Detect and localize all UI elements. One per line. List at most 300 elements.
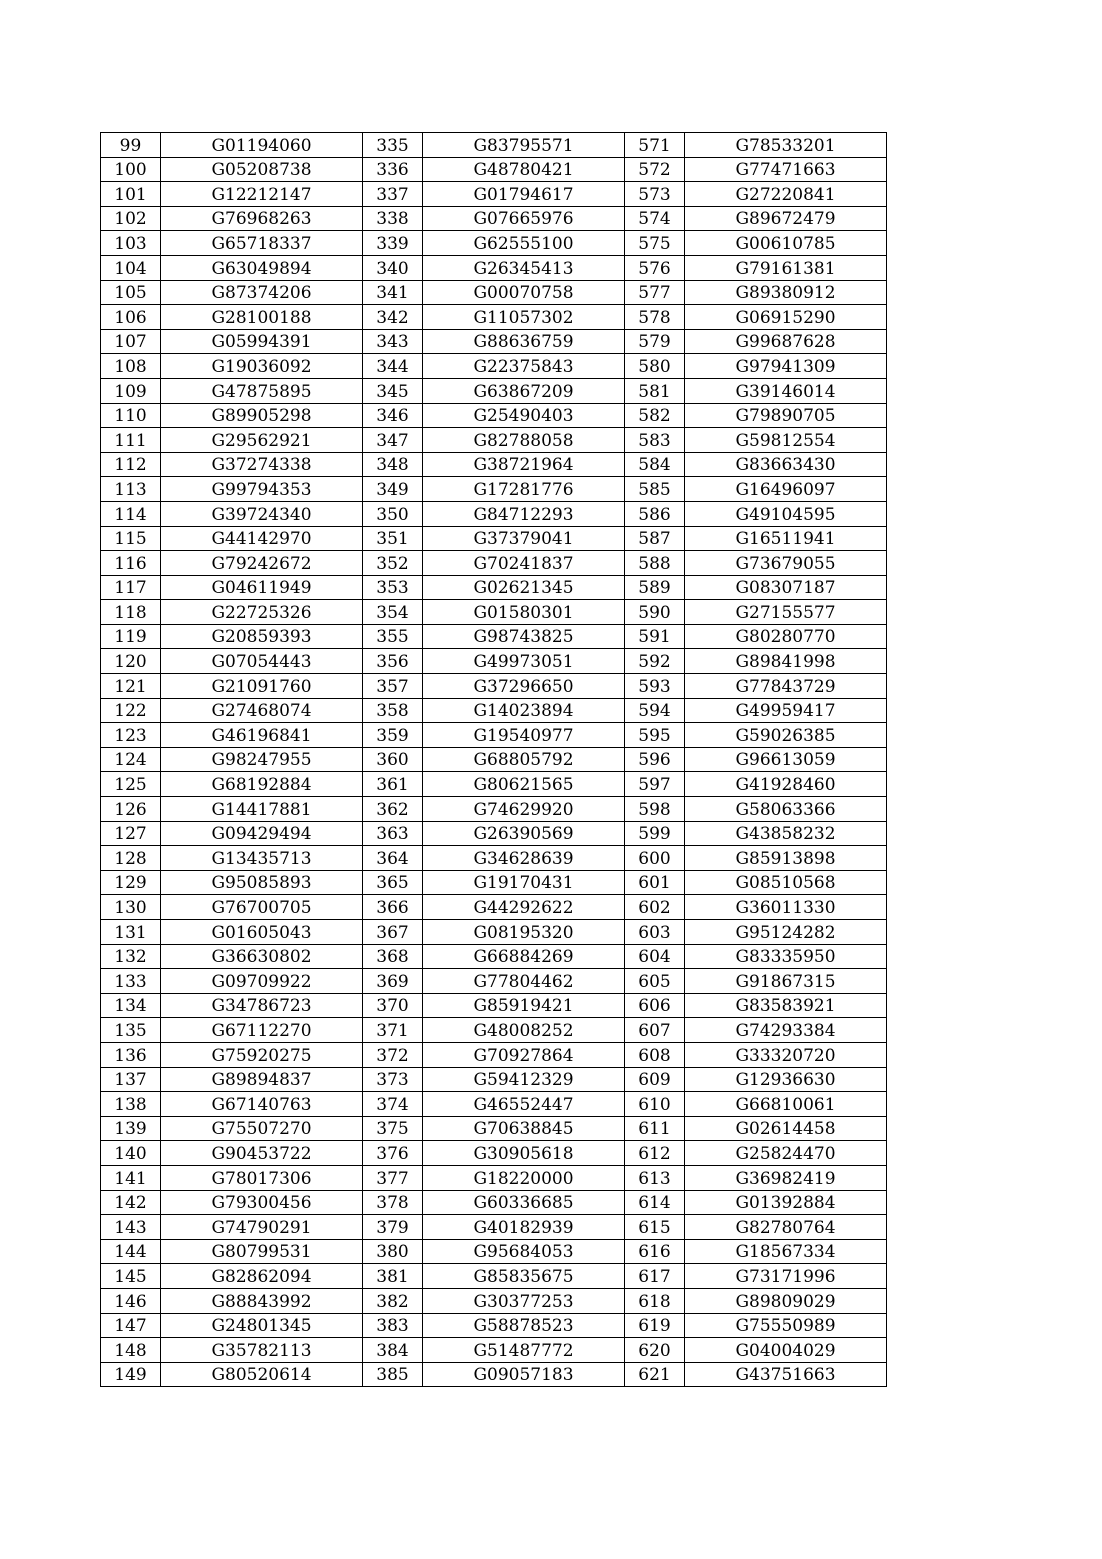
code-cell: G34628639: [423, 846, 625, 871]
seq-cell: 585: [625, 477, 685, 502]
seq-cell: 366: [363, 895, 423, 920]
code-cell: G29562921: [161, 428, 363, 453]
code-cell: G37296650: [423, 674, 625, 699]
code-cell: G01605043: [161, 920, 363, 945]
code-cell: G07054443: [161, 649, 363, 674]
code-cell: G25490403: [423, 403, 625, 428]
seq-cell: 104: [101, 255, 161, 280]
code-cell: G80520614: [161, 1362, 363, 1387]
code-cell: G67112270: [161, 1018, 363, 1043]
code-cell: G01194060: [161, 133, 363, 158]
seq-cell: 607: [625, 1018, 685, 1043]
code-cell: G12936630: [685, 1067, 887, 1092]
seq-cell: 130: [101, 895, 161, 920]
code-cell: G89841998: [685, 649, 887, 674]
seq-cell: 118: [101, 600, 161, 625]
code-cell: G43858232: [685, 821, 887, 846]
code-cell: G89672479: [685, 206, 887, 231]
seq-cell: 612: [625, 1141, 685, 1166]
code-cell: G99687628: [685, 329, 887, 354]
code-cell: G83335950: [685, 944, 887, 969]
seq-cell: 593: [625, 674, 685, 699]
seq-cell: 582: [625, 403, 685, 428]
code-cell: G89905298: [161, 403, 363, 428]
code-cell: G09429494: [161, 821, 363, 846]
code-cell: G21091760: [161, 674, 363, 699]
table-body: [101, 133, 887, 1387]
seq-cell: 617: [625, 1264, 685, 1289]
seq-cell: 140: [101, 1141, 161, 1166]
seq-cell: 597: [625, 772, 685, 797]
seq-cell: 614: [625, 1190, 685, 1215]
table-row: [101, 1116, 887, 1141]
seq-cell: 109: [101, 378, 161, 403]
code-cell: G35782113: [161, 1338, 363, 1363]
code-cell: G95124282: [685, 920, 887, 945]
seq-cell: 591: [625, 624, 685, 649]
table-row: [101, 600, 887, 625]
code-cell: G76968263: [161, 206, 363, 231]
seq-cell: 335: [363, 133, 423, 158]
table-row: [101, 1338, 887, 1363]
code-cell: G04611949: [161, 575, 363, 600]
code-cell: G80280770: [685, 624, 887, 649]
code-cell: G77471663: [685, 157, 887, 182]
table-row: [101, 182, 887, 207]
table-row: [101, 1239, 887, 1264]
seq-cell: 106: [101, 305, 161, 330]
code-cell: G85919421: [423, 993, 625, 1018]
table-row: [101, 403, 887, 428]
seq-cell: 350: [363, 501, 423, 526]
code-cell: G28100188: [161, 305, 363, 330]
table-row: [101, 772, 887, 797]
seq-cell: 365: [363, 870, 423, 895]
seq-cell: 594: [625, 698, 685, 723]
code-cell: G05994391: [161, 329, 363, 354]
code-cell: G30377253: [423, 1288, 625, 1313]
table-row: [101, 428, 887, 453]
seq-cell: 103: [101, 231, 161, 256]
seq-cell: 360: [363, 747, 423, 772]
code-cell: G30905618: [423, 1141, 625, 1166]
seq-cell: 571: [625, 133, 685, 158]
table-row: [101, 624, 887, 649]
seq-cell: 589: [625, 575, 685, 600]
code-cell: G75550989: [685, 1313, 887, 1338]
code-cell: G83583921: [685, 993, 887, 1018]
seq-cell: 377: [363, 1165, 423, 1190]
seq-cell: 353: [363, 575, 423, 600]
table-row: [101, 1141, 887, 1166]
code-cell: G70927864: [423, 1042, 625, 1067]
code-cell: G80799531: [161, 1239, 363, 1264]
code-cell: G04004029: [685, 1338, 887, 1363]
table-row: [101, 969, 887, 994]
seq-cell: 102: [101, 206, 161, 231]
seq-cell: 574: [625, 206, 685, 231]
table-row: [101, 993, 887, 1018]
seq-cell: 620: [625, 1338, 685, 1363]
seq-cell: 604: [625, 944, 685, 969]
seq-cell: 351: [363, 526, 423, 551]
seq-cell: 361: [363, 772, 423, 797]
seq-cell: 108: [101, 354, 161, 379]
code-cell: G59412329: [423, 1067, 625, 1092]
code-cell: G13435713: [161, 846, 363, 871]
code-cell: G27155577: [685, 600, 887, 625]
seq-cell: 135: [101, 1018, 161, 1043]
code-cell: G89809029: [685, 1288, 887, 1313]
code-cell: G75920275: [161, 1042, 363, 1067]
table-row: [101, 452, 887, 477]
id-number-table: [100, 132, 887, 1387]
code-cell: G44292622: [423, 895, 625, 920]
code-cell: G66810061: [685, 1092, 887, 1117]
table-row: [101, 501, 887, 526]
seq-cell: 126: [101, 797, 161, 822]
seq-cell: 131: [101, 920, 161, 945]
seq-cell: 112: [101, 452, 161, 477]
table-row: [101, 1092, 887, 1117]
code-cell: G24801345: [161, 1313, 363, 1338]
code-cell: G79242672: [161, 551, 363, 576]
seq-cell: 137: [101, 1067, 161, 1092]
seq-cell: 117: [101, 575, 161, 600]
code-cell: G27220841: [685, 182, 887, 207]
code-cell: G19170431: [423, 870, 625, 895]
table-row: [101, 1042, 887, 1067]
seq-cell: 337: [363, 182, 423, 207]
seq-cell: 380: [363, 1239, 423, 1264]
seq-cell: 145: [101, 1264, 161, 1289]
seq-cell: 602: [625, 895, 685, 920]
seq-cell: 363: [363, 821, 423, 846]
code-cell: G36011330: [685, 895, 887, 920]
seq-cell: 99: [101, 133, 161, 158]
seq-cell: 356: [363, 649, 423, 674]
seq-cell: 606: [625, 993, 685, 1018]
seq-cell: 608: [625, 1042, 685, 1067]
code-cell: G82788058: [423, 428, 625, 453]
seq-cell: 381: [363, 1264, 423, 1289]
seq-cell: 373: [363, 1067, 423, 1092]
code-cell: G58878523: [423, 1313, 625, 1338]
table-row: [101, 895, 887, 920]
seq-cell: 382: [363, 1288, 423, 1313]
seq-cell: 577: [625, 280, 685, 305]
code-cell: G01392884: [685, 1190, 887, 1215]
seq-cell: 370: [363, 993, 423, 1018]
code-cell: G02621345: [423, 575, 625, 600]
seq-cell: 142: [101, 1190, 161, 1215]
code-cell: G48780421: [423, 157, 625, 182]
seq-cell: 601: [625, 870, 685, 895]
table-row: [101, 231, 887, 256]
code-cell: G70638845: [423, 1116, 625, 1141]
code-cell: G87374206: [161, 280, 363, 305]
table-row: [101, 920, 887, 945]
code-cell: G58063366: [685, 797, 887, 822]
seq-cell: 368: [363, 944, 423, 969]
seq-cell: 587: [625, 526, 685, 551]
seq-cell: 121: [101, 674, 161, 699]
code-cell: G06915290: [685, 305, 887, 330]
seq-cell: 355: [363, 624, 423, 649]
code-cell: G88843992: [161, 1288, 363, 1313]
code-cell: G65718337: [161, 231, 363, 256]
code-cell: G73171996: [685, 1264, 887, 1289]
code-cell: G95085893: [161, 870, 363, 895]
code-cell: G49104595: [685, 501, 887, 526]
seq-cell: 342: [363, 305, 423, 330]
code-cell: G85913898: [685, 846, 887, 871]
seq-cell: 603: [625, 920, 685, 945]
seq-cell: 120: [101, 649, 161, 674]
table-row: [101, 280, 887, 305]
table-row: [101, 255, 887, 280]
seq-cell: 592: [625, 649, 685, 674]
code-cell: G78017306: [161, 1165, 363, 1190]
code-cell: G77843729: [685, 674, 887, 699]
code-cell: G88636759: [423, 329, 625, 354]
code-cell: G00070758: [423, 280, 625, 305]
code-cell: G16511941: [685, 526, 887, 551]
seq-cell: 616: [625, 1239, 685, 1264]
code-cell: G07665976: [423, 206, 625, 231]
table-row: [101, 698, 887, 723]
code-cell: G14023894: [423, 698, 625, 723]
table-row: [101, 1165, 887, 1190]
code-cell: G26345413: [423, 255, 625, 280]
seq-cell: 344: [363, 354, 423, 379]
seq-cell: 615: [625, 1215, 685, 1240]
seq-cell: 378: [363, 1190, 423, 1215]
code-cell: G37274338: [161, 452, 363, 477]
code-cell: G80621565: [423, 772, 625, 797]
seq-cell: 374: [363, 1092, 423, 1117]
seq-cell: 354: [363, 600, 423, 625]
seq-cell: 372: [363, 1042, 423, 1067]
code-cell: G40182939: [423, 1215, 625, 1240]
code-cell: G14417881: [161, 797, 363, 822]
seq-cell: 613: [625, 1165, 685, 1190]
code-cell: G66884269: [423, 944, 625, 969]
table-row: [101, 551, 887, 576]
code-cell: G98247955: [161, 747, 363, 772]
seq-cell: 136: [101, 1042, 161, 1067]
seq-cell: 618: [625, 1288, 685, 1313]
table-row: [101, 206, 887, 231]
code-cell: G77804462: [423, 969, 625, 994]
seq-cell: 583: [625, 428, 685, 453]
seq-cell: 336: [363, 157, 423, 182]
code-cell: G91867315: [685, 969, 887, 994]
table-row: [101, 723, 887, 748]
seq-cell: 125: [101, 772, 161, 797]
seq-cell: 105: [101, 280, 161, 305]
code-cell: G95684053: [423, 1239, 625, 1264]
code-cell: G83663430: [685, 452, 887, 477]
code-cell: G37379041: [423, 526, 625, 551]
seq-cell: 581: [625, 378, 685, 403]
seq-cell: 132: [101, 944, 161, 969]
code-cell: G89380912: [685, 280, 887, 305]
code-cell: G44142970: [161, 526, 363, 551]
seq-cell: 123: [101, 723, 161, 748]
code-cell: G67140763: [161, 1092, 363, 1117]
seq-cell: 341: [363, 280, 423, 305]
seq-cell: 113: [101, 477, 161, 502]
table-row: [101, 329, 887, 354]
seq-cell: 147: [101, 1313, 161, 1338]
code-cell: G85835675: [423, 1264, 625, 1289]
seq-cell: 345: [363, 378, 423, 403]
table-row: [101, 649, 887, 674]
code-cell: G90453722: [161, 1141, 363, 1166]
seq-cell: 576: [625, 255, 685, 280]
table-row: [101, 1018, 887, 1043]
code-cell: G25824470: [685, 1141, 887, 1166]
code-cell: G99794353: [161, 477, 363, 502]
seq-cell: 586: [625, 501, 685, 526]
table-row: [101, 674, 887, 699]
code-cell: G17281776: [423, 477, 625, 502]
code-cell: G79161381: [685, 255, 887, 280]
code-cell: G73679055: [685, 551, 887, 576]
code-cell: G00610785: [685, 231, 887, 256]
seq-cell: 338: [363, 206, 423, 231]
table-row: [101, 378, 887, 403]
code-cell: G19036092: [161, 354, 363, 379]
seq-cell: 343: [363, 329, 423, 354]
seq-cell: 575: [625, 231, 685, 256]
seq-cell: 383: [363, 1313, 423, 1338]
table-row: [101, 1215, 887, 1240]
seq-cell: 599: [625, 821, 685, 846]
code-cell: G16496097: [685, 477, 887, 502]
seq-cell: 127: [101, 821, 161, 846]
code-cell: G68805792: [423, 747, 625, 772]
seq-cell: 134: [101, 993, 161, 1018]
code-cell: G05208738: [161, 157, 363, 182]
seq-cell: 605: [625, 969, 685, 994]
code-cell: G08195320: [423, 920, 625, 945]
code-cell: G47875895: [161, 378, 363, 403]
code-cell: G74790291: [161, 1215, 363, 1240]
table-row: [101, 157, 887, 182]
seq-cell: 573: [625, 182, 685, 207]
code-cell: G34786723: [161, 993, 363, 1018]
code-cell: G01580301: [423, 600, 625, 625]
code-cell: G09709922: [161, 969, 363, 994]
seq-cell: 148: [101, 1338, 161, 1363]
seq-cell: 359: [363, 723, 423, 748]
table-row: [101, 1362, 887, 1387]
seq-cell: 138: [101, 1092, 161, 1117]
table-row: [101, 1190, 887, 1215]
seq-cell: 141: [101, 1165, 161, 1190]
seq-cell: 146: [101, 1288, 161, 1313]
table-row: [101, 1067, 887, 1092]
seq-cell: 346: [363, 403, 423, 428]
code-cell: G60336685: [423, 1190, 625, 1215]
table-row: [101, 133, 887, 158]
code-cell: G36982419: [685, 1165, 887, 1190]
code-cell: G51487772: [423, 1338, 625, 1363]
table-row: [101, 1264, 887, 1289]
code-cell: G41928460: [685, 772, 887, 797]
table-row: [101, 1288, 887, 1313]
code-cell: G36630802: [161, 944, 363, 969]
table-row: [101, 526, 887, 551]
code-cell: G96613059: [685, 747, 887, 772]
seq-cell: 371: [363, 1018, 423, 1043]
seq-cell: 339: [363, 231, 423, 256]
seq-cell: 621: [625, 1362, 685, 1387]
code-cell: G11057302: [423, 305, 625, 330]
seq-cell: 144: [101, 1239, 161, 1264]
code-cell: G46552447: [423, 1092, 625, 1117]
code-cell: G19540977: [423, 723, 625, 748]
seq-cell: 584: [625, 452, 685, 477]
code-cell: G75507270: [161, 1116, 363, 1141]
code-cell: G89894837: [161, 1067, 363, 1092]
seq-cell: 119: [101, 624, 161, 649]
code-cell: G59026385: [685, 723, 887, 748]
seq-cell: 384: [363, 1338, 423, 1363]
seq-cell: 379: [363, 1215, 423, 1240]
seq-cell: 101: [101, 182, 161, 207]
table-row: [101, 354, 887, 379]
code-cell: G22375843: [423, 354, 625, 379]
code-cell: G49973051: [423, 649, 625, 674]
code-cell: G22725326: [161, 600, 363, 625]
seq-cell: 114: [101, 501, 161, 526]
seq-cell: 590: [625, 600, 685, 625]
seq-cell: 340: [363, 255, 423, 280]
code-cell: G46196841: [161, 723, 363, 748]
seq-cell: 600: [625, 846, 685, 871]
seq-cell: 143: [101, 1215, 161, 1240]
table-row: [101, 797, 887, 822]
code-cell: G43751663: [685, 1362, 887, 1387]
seq-cell: 347: [363, 428, 423, 453]
seq-cell: 122: [101, 698, 161, 723]
code-cell: G82780764: [685, 1215, 887, 1240]
seq-cell: 358: [363, 698, 423, 723]
code-cell: G18220000: [423, 1165, 625, 1190]
seq-cell: 128: [101, 846, 161, 871]
code-cell: G74629920: [423, 797, 625, 822]
code-cell: G82862094: [161, 1264, 363, 1289]
seq-cell: 124: [101, 747, 161, 772]
table-row: [101, 305, 887, 330]
code-cell: G09057183: [423, 1362, 625, 1387]
table-row: [101, 870, 887, 895]
seq-cell: 352: [363, 551, 423, 576]
seq-cell: 149: [101, 1362, 161, 1387]
code-cell: G63867209: [423, 378, 625, 403]
code-cell: G12212147: [161, 182, 363, 207]
seq-cell: 619: [625, 1313, 685, 1338]
code-cell: G49959417: [685, 698, 887, 723]
seq-cell: 598: [625, 797, 685, 822]
code-cell: G68192884: [161, 772, 363, 797]
seq-cell: 107: [101, 329, 161, 354]
table-row: [101, 1313, 887, 1338]
seq-cell: 129: [101, 870, 161, 895]
